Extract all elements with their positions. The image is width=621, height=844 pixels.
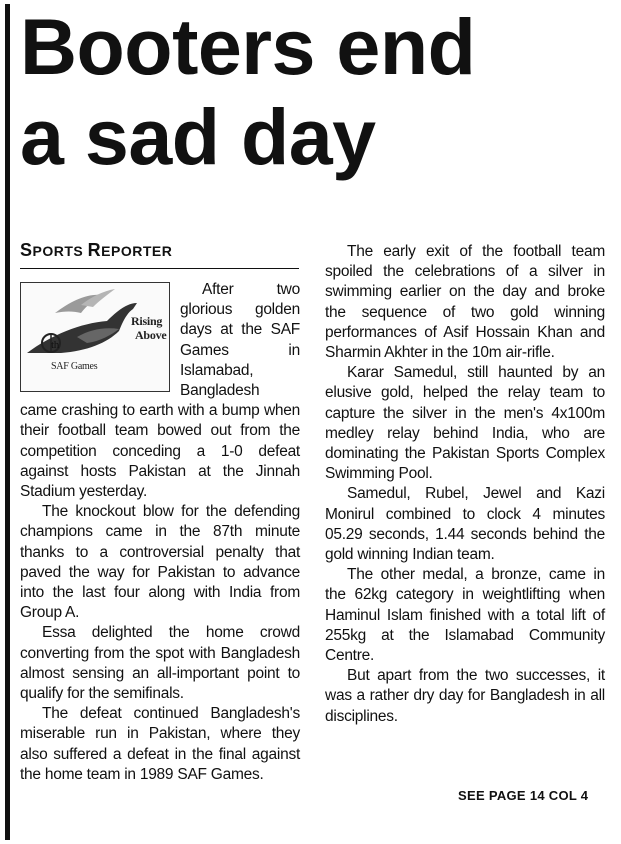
logo-edition-sup: th xyxy=(51,339,60,351)
right-paragraph-5: But apart from the two successes, it was a rather dry day for Bangladesh in all disciplines. xyxy=(325,667,605,725)
byline-initial-1: S xyxy=(20,240,33,260)
logo-tag-above: Above xyxy=(135,328,167,342)
article-column-left xyxy=(20,280,300,785)
right-paragraph-3: Samedul, Rubel, Jewel and Kazi Monirul combined to clock 4 minutes 05.29 seconds, 1.44 seconds behind the gold winning Indian team. xyxy=(325,485,605,564)
headline-line-1: Booters end xyxy=(20,2,476,91)
byline-rule xyxy=(20,268,299,269)
right-paragraph-1: The early exit of the football team spoiled the celebrations of a silver in swimming earlier on the day and broke the sequence of two gold winning performances of Asif Hossain Khan and Sharmin Akhter in the 10m air-rifle. xyxy=(325,243,605,362)
left-column-rule xyxy=(5,4,10,840)
continuation-jump-line: SEE PAGE 14 COL 4 xyxy=(458,788,589,803)
logo-tag-rising: Rising xyxy=(131,314,163,328)
left-paragraph-2: The knockout blow for the defending champions came in the 87th minute thanks to a controversial penalty that paved the way for Pakistan to advance into the last four along with India from Group A. xyxy=(20,503,300,622)
left-paragraph-1: After two glorious golden days at the SAF Games in Islamabad, Bangladesh came crashing to earth with a bump when their football team bowed out from the competition conceding a 1-0 defeat against hosts Pakistan at the Jinnah Stadium yesterday. xyxy=(20,281,300,501)
logo-games-label: SAF Games xyxy=(51,361,98,372)
byline-word-2: EPORTER xyxy=(101,243,173,259)
right-paragraph-2: Karar Samedul, still haunted by an elusive gold, helped the relay team to capture the silver in the men's 4x100m medley relay behind India, who are dominating the Pakistan Sports Complex Swimming Pool. xyxy=(325,364,605,483)
byline xyxy=(20,240,300,261)
byline-initial-2: R xyxy=(87,240,102,260)
right-paragraph-4: The other medal, a bronze, came in the 62kg category in weightlifting when Haminul Islam finished with a total lift of 255kg at the Islamabad Community Centre. xyxy=(325,566,605,665)
left-paragraph-4: The defeat continued Bangladesh's miserable run in Pakistan, where they also suffered a defeat in the final against the home team in 1989 SAF Games. xyxy=(20,705,300,783)
byline-word-1: PORTS xyxy=(32,243,84,259)
left-paragraph-3: Essa delighted the home crowd converting from the spot with Bangladesh almost sensing an all-important point to qualify for the semifinals. xyxy=(20,624,300,703)
headline xyxy=(20,2,615,182)
saf-games-logo xyxy=(20,282,170,392)
article-column-right xyxy=(325,242,605,727)
headline-line-2: a sad day xyxy=(20,92,376,181)
